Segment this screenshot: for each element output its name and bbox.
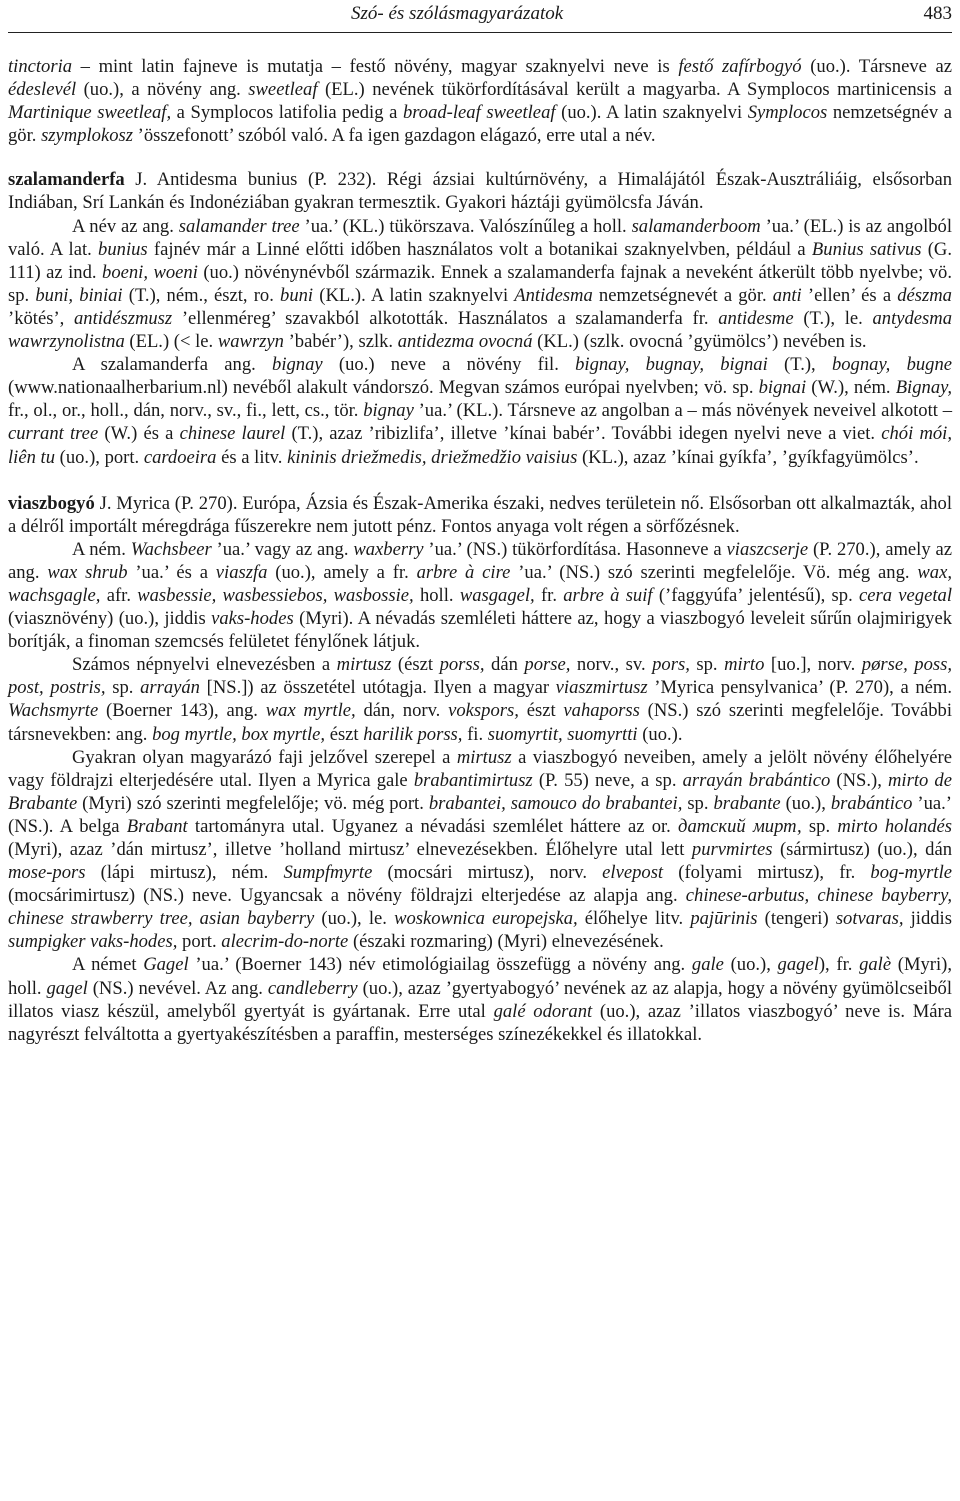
book-page — [8, 0, 952, 1046]
entry-szalamanderfa-paragraph: A név az ang. salamander tree ’ua.’ (KL.) tükörszava. Valószínűleg a holl. salamanderboom ’ua.’ (EL.) is az angolból való. A lat. bunius fajnév már a Linné előtti időben használatos volt a botanikai szaknyelvben, például a Bunius sativus (G. 111) az ind. boeni, woeni (uo.) növénynévből származik. Ennek a szalamanderfa fajnak a neveként átkerült több nyelvbe; vö. sp. buni, biniai (T.), ném., észt, ro. buni (KL.). A latin szaknyelvi Antidesma nemzetségnevét a gör. anti ’ellen’ és a dészma ’kötés’, antidészmusz ’ellenméreg’ szavakból alkotották. Használatos a szalamanderfa fr. antidesme (T.), le. antydesma wawrzynolistna (EL.) (< le. wawrzyn ’babér’), szlk. antidezma ovocná (KL.) (szlk. ovocná ’gyümölcs’) nevében is. — [8, 215, 953, 353]
entry-viaszbogyo-paragraph: Számos népnyelvi elnevezésben a mirtusz (észt porss, dán porse, norv., sv. pors, sp. mirto [uo.], norv. pørse, poss, post, postris, sp. arrayán [NS.]) az összetétel utótagja. Ilyen a magyar viaszmirtusz ’Myrica pensylvanica’ (P. 270), a ném. Wachsmyrte (Boerner 143), ang. wax myrtle, dán, norv. vokspors, észt vahaporss (NS.) szó szerinti megfelelője. További társnevekben: ang. bog myrtle, box myrtle, észt harilik porss, fi. suomyrtit, suomyrtti (uo.). — [8, 654, 953, 745]
entry-szalamanderfa-definition: szalamanderfa J. Antidesma bunius (P. 232). Régi ázsiai kultúrnövény, a Himalájától Észak-Ausztráliáig, elsősorban Indiában, Srí Lankán és Indonéziában gyakran termesztik. Gyakori háztáji gyümölcsfa Jáván. — [8, 169, 952, 214]
running-title: Szó- és szólásmagyarázatok — [351, 3, 564, 24]
body-text — [8, 55, 952, 1046]
page-number: 483 — [923, 3, 952, 24]
entry-viaszbogyo-paragraph: A ném. Wachsbeer ’ua.’ vagy az ang. waxberry ’ua.’ (NS.) tükörfordítása. Hasonneve a viaszcserje (P. 270.), amely az ang. wax shrub ’ua.’ és a viaszfa (uo.), amely a fr. arbre à cire ’ua.’ (NS.) szó szerinti megfelelője. Vö. még ang. wax, wachsgagle, afr. wasbessie, wasbessiebos, wasbossie, holl. wasgagel, fr. arbre à suif (’faggyúfa’ jelentésű), sp. cera vegetal (viasznövény) (uo.), jiddis vaks-hodes (Myri). A névadás szemléleti háttere az, hogy a viaszbogyó leveleit sűrűn olajmirigyek borítják, a finoman szemcsés felületet fénylőnek látjuk. — [8, 538, 953, 653]
entry-viaszbogyo-paragraph: A német Gagel ’ua.’ (Boerner 143) név etimológiailag összefügg a növény ang. gale (uo.), gagel), fr. galè (Myri), holl. gagel (NS.) nevével. Az ang. candleberry (uo.), azaz ’gyertyabogyó’ nevének az az alapja, hogy a növény gyümölcseiből illatos viasz készül, amelyből gyertyát is gyártanak. Erre utal galé odorant (uo.), azaz ’illatos viaszbogyó’ neve is. Mára nagyrészt felváltotta a gyertyakészítésben a paraffin, mesterséges színezékekkel és illatokkal. — [8, 954, 952, 1045]
entry-szalamanderfa-paragraph: A szalamanderfa ang. bignay (uo.) neve a növény fil. bignay, bugnay, bignai (T.), bognay, bugne (www.nationaalherbarium.nl) nevéből alakult vándorszó. Megvan számos európai nyelvben; vö. sp. bignai (W.), ném. Bignay, fr., ol., or., holl., dán, norv., sv., fi., lett, cs., tör. bignay ’ua.’ (KL.). Társneve az angolban a – más növények neveivel alkotott – currant tree (W.) és a chinese laurel (T.), azaz ’ribizlifa’, illetve ’kínai babér’. További idegen nyelvi neve a viet. chói mói, liên tu (uo.), port. cardoeira és a litv. kininis driežmedis, driežmedžio vaisius (KL.), azaz ’kínai gyíkfa’, ’gyíkfagyümölcs’. — [8, 354, 953, 468]
entry-viaszbogyo-paragraph: Gyakran olyan magyarázó faji jelzővel szerepel a mirtusz a viaszbogyó neveiben, amely a jelölt növény élőhelyére vagy földrajzi elterjedésére utal. Ilyen a Myrica gale brabantimirtusz (P. 55) neve, a sp. arrayán brabántico (NS.), mirto de Brabante (Myri) szó szerinti megfelelője; vö. még port. brabantei, samouco do brabantei, sp. brabante (uo.), brabántico ’ua.’ (NS.). A belga Brabant tartományra utal. Ugyanez a névadási szemlélet háttere az or. датский мирт, sp. mirto holandés (Myri), azaz ’dán mirtusz’, illetve ’holland mirtusz’ elnevezésekben. Élőhelyre utal lett purvmirtes (sármirtusz) (uo.), dán mose-pors (lápi mirtusz), ném. Sumpfmyrte (mocsári mirtusz), norv. elvepost (folyami mirtusz), fr. bog-myrtle (mocsárimirtusz) (NS.) neve. Ugyancsak a növény földrajzi elterjedése az alapja ang. chinese-arbutus, chinese bayberry, chinese strawberry tree, asian bayberry (uo.), le. woskownica europejska, élőhelye litv. pajūrinis (tengeri) sotvaras, jiddis sumpigker vaks-hodes, port. alecrim-do-norte (északi rozmaring) (Myri) elnevezésének. — [8, 746, 953, 953]
entry-viaszbogyo-definition: viaszbogyó J. Myrica (P. 270). Európa, Ázsia és Észak-Amerika északi, nedves területein nő. Elsősorban ott alkalmazták, ahol a délről importált méregdrága fűszerekre nem jutott pénz. Fontos anyaga volt régen a sörfőzésnek. — [8, 492, 952, 537]
entry-continuation-paragraph: tinctoria – mint latin fajneve is mutatja – festő növény, magyar szaknyelvi neve is festő zafírbogyó (uo.). Társneve az édeslevél (uo.), a növény ang. sweetleaf (EL.) nevének tükörfordításával került a magyarba. A Symplocos martinicensis a Martinique sweetleaf, a Symplocos latifolia pedig a broad-leaf sweetleaf (uo.). A latin szaknyelvi Symplocos nemzetségnév a gör. szymplokosz ’összefonott’ szóból való. A fa igen gazdagon elágazó, erre utal a név. — [8, 56, 953, 147]
running-header — [8, 0, 952, 33]
